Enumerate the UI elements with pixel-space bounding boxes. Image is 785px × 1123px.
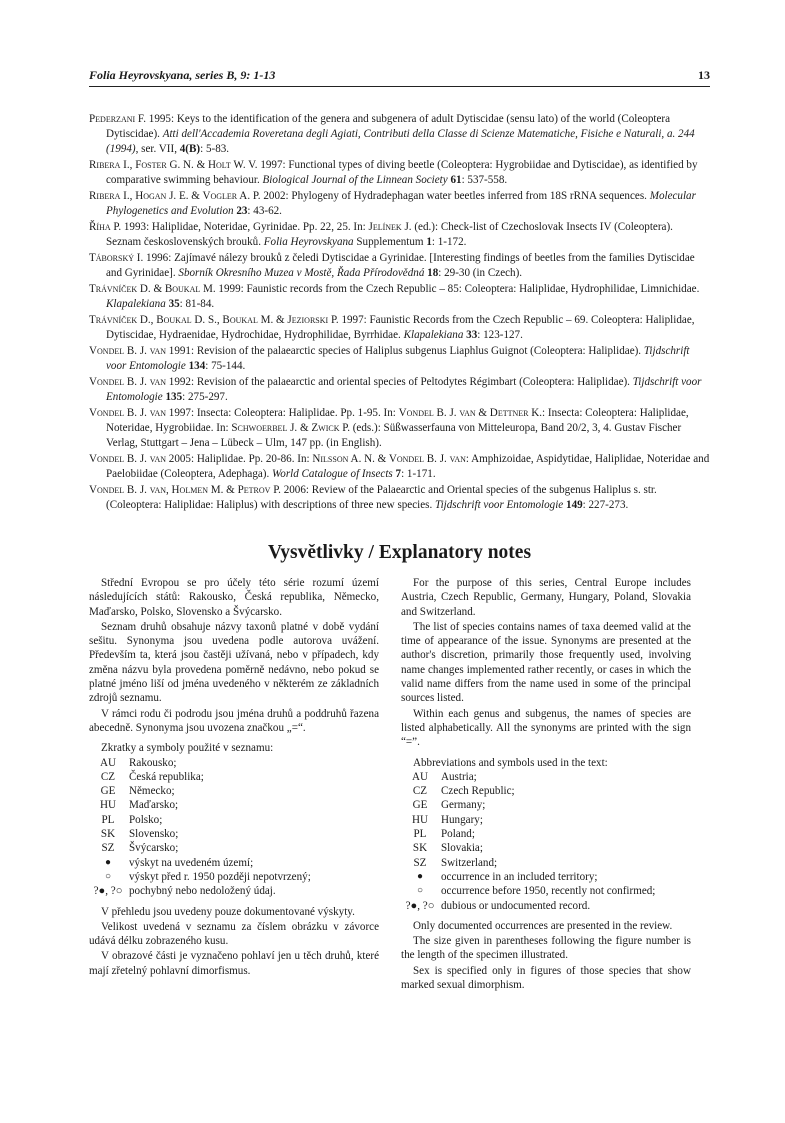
reference-text: : Insecta: Coleoptera: Haliplidae, Noteridae, Hygrobiidae. In: [106,407,689,434]
abbrev-value: výskyt před r. 1950 později nepotvrzený; [129,870,311,883]
english-paragraph: Sex is specified only in figures of those species that show marked sexual dimorphism. [401,964,691,992]
abbrev-key: CZ [100,770,116,783]
reference-text: 1991: Revision of the palaearctic species of Haliplus subgenus Liaphlus Guignot (Coleoptera: Haliplidae). [166,345,644,357]
reference-text: : 1-172. [431,236,467,248]
abbrev-value: Polsko; [129,813,163,826]
reference-text: : 227-273. [582,499,629,511]
reference-text: 1999: Faunistic records from the Czech Republic – 85: Coleoptera: Haliplidae, Hydrophilidae, Limnichidae. [215,283,700,295]
abbrev-value: Německo; [129,785,175,798]
reference-text: : 275-297. [182,391,228,403]
abbrev-value: Maďarsko; [129,799,179,812]
abbrev-row [93,813,311,827]
reference-text: : 1-171. [401,468,436,480]
journal-title: Folia Heyrovskyana, series B, 9: 1-13 [89,68,276,82]
reference-text: : 81-84. [179,298,215,310]
abbrev-row [405,856,655,870]
abbrev-value: Germany; [441,799,486,812]
abbrev-value: Slovensko; [129,828,179,841]
reference-text: 1997: Functional types of diving beetle (Coleoptera: Hygrobiidae and Dytiscidae), as identified by comparative swimming behaviour. [106,159,698,186]
reference-text: , ser. VII, [135,143,180,155]
czech-paragraph: Seznam druhů obsahuje názvy taxonů platné v době vydání sešitu. Synonyma jsou uvedena podle autorova uvážení. Především ta, která jsou častěji užívaná, nebo v případech, kdy změna názvu byla provedena poměrně nedávno, nebo pokud se platné jméno liší od jména uvedeného v některém ze základních zdrojů seznamu. [89,620,379,705]
reference-text: Biological Journal of the Linnean Society [262,174,448,186]
abbrev-key: CZ [412,785,428,798]
english-paragraph: The list of species contains names of taxa deemed valid at the time of appearance of the issue. Synonyms are presented at the author's discretion, primarily those frequently used, involving name changes implemented rather recently, or cases in which the valid name differs from the name used in some of the principal sources listed. [401,620,691,705]
abbrev-key: HU [99,799,117,812]
reference-text: : Amphizoidae, Aspidytidae, Haliplidae, Noteridae and Paelobiidae (Coleoptera, Adephaga). [106,453,710,480]
reference-text: Folia Heyrovskyana [263,236,354,248]
abbrev-key: ● [416,870,424,882]
abbrev-value: Austria; [441,770,477,783]
reference-text: Říha P. [89,221,122,233]
abbrev-key: PL [413,828,427,841]
reference-text: Klapalekiana [106,298,166,310]
reference-entry [89,375,710,405]
abbrev-value: Slovakia; [441,842,483,855]
reference-entry [89,112,710,157]
reference-text: 135 [165,391,183,403]
reference-text: 134 [188,360,206,372]
english-paragraph: Only documented occurrences are presented in the review. [413,919,673,932]
abbrev-key: ○ [104,870,112,882]
abbrev-row [405,770,655,784]
reference-text: Táborský I. [89,252,144,264]
reference-text: Nilsson A. N. & Vondel B. J. van [312,453,466,465]
abbrev-value: Švýcarsko; [129,842,179,855]
reference-text: : 5-83. [200,143,230,155]
reference-entry [89,406,710,451]
reference-text: Tijdschrift voor Entomologie [106,345,690,372]
abbrev-row [405,884,655,898]
abbrev-row [405,784,655,798]
reference-text: : 43-62. [247,205,282,217]
running-header [89,68,710,87]
abbrev-key: ?●, ?○ [405,899,435,912]
abbrev-value: Czech Republic; [441,785,515,798]
reference-text: : 29-30 (in Czech). [438,267,523,279]
reference-text: 149 [566,499,583,511]
abbrev-row [93,884,311,898]
reference-text: Molecular Phylogenetics and Evolution [106,190,696,217]
abbrev-row [93,827,311,841]
english-column [401,576,691,992]
abbrev-key: PL [101,813,115,826]
reference-text: Ribera I., Foster G. N. & Holt W. V. [89,159,258,171]
abbrev-key: GE [412,799,428,812]
reference-text: 1997: Faunistic Records from the Czech Republic – 69. Coleoptera: Haliplidae, Dytiscidae, Hydraenidae, Hydrochidae, Hydrophilidae, Byrrhidae. [106,314,695,341]
czech-paragraph: V obrazové části je vyznačeno pohlaví jen u těch druhů, které mají zřetelný pohlavní dimorfismus. [89,950,379,977]
abbrev-value: Hungary; [441,813,483,826]
reference-text: Trávníček D. & Boukal M. [89,283,216,295]
abbrev-row [405,870,655,884]
czech-abbrev-heading: Zkratky a symboly použité v seznamu: [101,742,274,755]
abbrev-row [93,770,311,784]
english-abbrev-heading: Abbreviations and symbols used in the text: [413,756,608,769]
reference-text: Vondel B. J. van [89,407,167,419]
reference-text: 23 [236,205,248,217]
czech-paragraph: V přehledu jsou uvedeny pouze dokumentované výskyty. [101,905,355,918]
reference-text: 35 [168,298,180,310]
abbrev-row [405,827,655,841]
abbrev-key: SK [100,828,116,841]
english-paragraph: Within each genus and subgenus, the names of species are listed alphabetically. All the synonyms are printed with the sign “=”. [401,707,691,749]
abbrev-value: dubious or undocumented record. [441,899,591,912]
reference-text: Vondel B. J. van [89,376,167,388]
reference-entry [89,313,710,343]
abbrev-value: Switzerland; [441,856,498,869]
reference-entry [89,483,710,513]
reference-text: : 123-127. [477,329,523,341]
english-paragraph: For the purpose of this series, Central Europe includes Austria, Czech Republic, Germany, Hungary, Poland, Slovakia and Switzerland. [401,577,691,618]
abbrev-row [93,784,311,798]
reference-text: Vondel B. J. van, Holmen M. & Petrov P. [89,484,281,496]
abbrev-row [93,870,311,884]
reference-text: 2006: Review of the Palaearctic and Oriental species of the subgenus Haliplus s. str. (Coleoptera: Haliplidae: Haliplus) with descriptions of three new species. [106,484,657,511]
reference-text: 2002: Phylogeny of Hydradephagan water beetles inferred from 18S rRNA sequences. [260,190,650,202]
abbrev-key: AU [99,756,117,769]
reference-text: Trávníček D., Boukal D. S., Boukal M. & Jeziorski P. [89,314,339,326]
reference-text: 2005: Haliplidae. Pp. 20-86. In: [166,453,313,465]
abbrev-row [93,856,311,870]
abbrev-row [405,798,655,812]
abbrev-row [93,841,311,855]
abbrev-key: SZ [413,856,427,869]
reference-text: Vondel B. J. van [89,345,167,357]
abbrev-value: Rakousko; [129,756,177,769]
czech-paragraph: V rámci rodu či podrodu jsou jména druhů a poddruhů řazena abecedně. Synonyma jsou uvozena značkou „=“. [89,707,379,734]
reference-text: 61 [450,174,462,186]
abbrev-value: výskyt na uvedeném území; [129,856,254,869]
reference-text: Tijdschrift voor Entomologie [435,499,564,511]
abbrev-key: ● [104,856,112,868]
abbrev-value: Poland; [441,828,475,841]
reference-text: Atti dell'Accademia Roveretana degli Agiati, Contributi della Classe di Scienze Matematiche, Fisiche e Naturali, a. 244 (1994) [106,128,695,155]
reference-text: Klapalekiana [403,329,464,341]
reference-text: Supplementum [353,236,427,248]
reference-text: : 75-144. [205,360,246,372]
reference-text: 4(B) [179,143,201,155]
abbrev-row [93,798,311,812]
abbrev-key: AU [411,770,429,783]
czech-abbrev-table [93,756,311,899]
reference-text: 33 [466,329,478,341]
abbrev-row [405,841,655,855]
abbrev-row [405,813,655,827]
reference-text: 1996: Zajímavé nálezy brouků z čeledi Dytiscidae a Gyrinidae. [Interesting findings of beetles from the families Dytiscidae and Gyrinidae]. [106,252,695,279]
abbrev-row [405,899,655,913]
abbrev-key: ?●, ?○ [93,885,123,898]
reference-text: Ribera I., Hogan J. E. & Vogler A. P. [89,190,261,202]
reference-entry [89,344,710,374]
reference-text: Tijdschrift voor Entomologie [106,376,702,403]
abbrev-key: ○ [416,885,424,897]
reference-text: Schwoerbel J. & Zwick P. [231,422,350,434]
czech-column [89,576,379,978]
reference-text: 18 [427,267,439,279]
reference-text: Jelínek J. [368,221,412,233]
reference-text: (ed.): Check-list of Czechoslovak Insects IV (Coleoptera). Seznam československých brouků. [106,221,673,248]
abbrev-key: GE [100,785,116,798]
abbrev-value: occurrence before 1950, recently not confirmed; [441,885,656,898]
czech-paragraph: Střední Evropou se pro účely této série rozumí území následujících států: Rakousko, Česká republika, Německo, Maďarsko, Polsko, Slovensko a Švýcarsko. [89,577,379,618]
reference-entry [89,220,710,250]
reference-text: 7 [395,468,402,480]
reference-text: Pederzani F. [89,113,146,125]
reference-text: 1993: Haliplidae, Noteridae, Gyrinidae. Pp. 22, 25. In: [121,221,369,233]
reference-text: (eds.): Süßwasserfauna von Mitteleuropa, Band 20/2, 3, 4. Gustav Fischer Verlag, Stuttgart – Jena – Lübeck – Ulm, 147 pp. (in English). [106,422,682,449]
reference-text: World Catalogue of Insects [272,468,393,480]
abbrev-value: Česká republika; [129,770,204,783]
reference-text: 1992: Revision of the palaearctic and oriental species of Peltodytes Régimbart (Coleoptera: Haliplidae). [166,376,633,388]
reference-entry [89,158,710,188]
reference-entry [89,282,710,312]
page-number: 13 [698,68,710,82]
abbrev-row [93,756,311,770]
abbrev-value: occurrence in an included territory; [441,870,598,883]
section-title: Vysvětlivky / Explanatory notes [267,542,532,563]
abbrev-key: SK [412,842,428,855]
abbrev-key: HU [411,813,429,826]
english-abbrev-table [405,770,655,913]
reference-list [89,112,710,514]
czech-paragraph: Velikost uvedená v seznamu za číslem obrázku v závorce udává délku zobrazeného kusu. [89,920,379,948]
reference-entry [89,452,710,482]
reference-text: : 537-558. [461,174,508,186]
reference-text: 1 [426,236,432,248]
reference-text: Vondel B. J. van & Dettner K. [398,407,543,419]
abbrev-value: pochybný nebo nedoložený údaj. [129,885,276,898]
reference-text: 1997: Insecta: Coleoptera: Haliplidae. Pp. 1-95. In: [166,407,399,419]
reference-text: Vondel B. J. van [89,453,167,465]
reference-entry [89,189,710,219]
english-paragraph: The size given in parentheses following the figure number is the length of the specimen illustrated. [401,935,691,962]
abbrev-key: SZ [101,842,115,855]
reference-entry [89,251,710,281]
reference-text: Sborník Okresního Muzea v Mostě, Řada Přírodovědná [178,267,425,279]
reference-text: 1995: Keys to the identification of the genera and subgenera of adult Dytiscidae (sensu lato) of the world (Coleoptera Dytiscidae). [106,113,671,140]
